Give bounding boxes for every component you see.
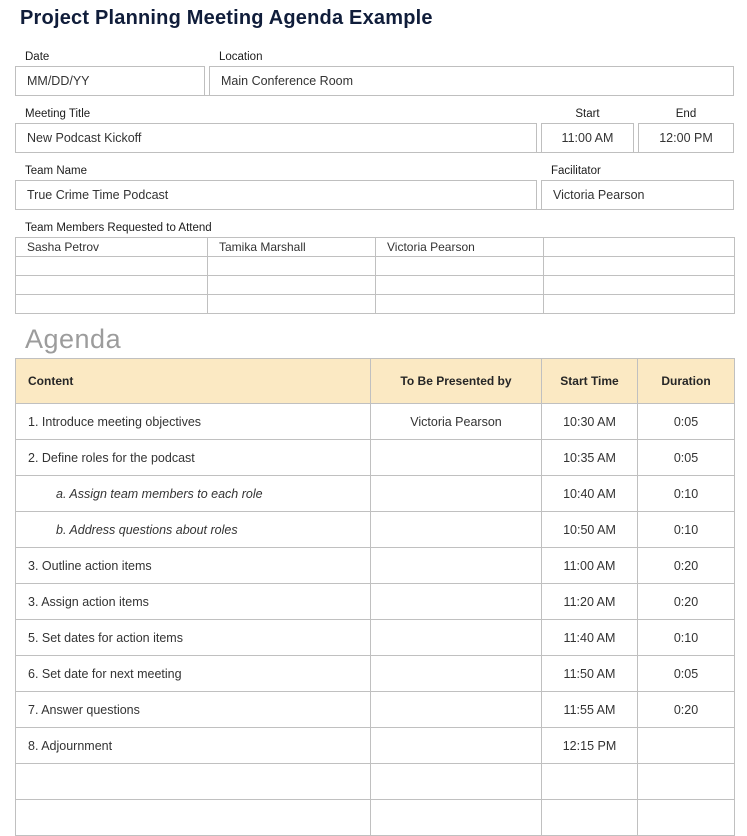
team-member-cell[interactable] xyxy=(376,257,544,276)
agenda-row xyxy=(16,512,735,548)
team-member-cell[interactable] xyxy=(16,295,208,314)
location-label: Location xyxy=(219,51,263,63)
team-member-cell[interactable]: Sasha Petrov xyxy=(16,238,208,257)
team-member-cell[interactable]: Tamika Marshall xyxy=(208,238,376,257)
agenda-cell-start-time[interactable]: 11:20 AM xyxy=(542,584,638,620)
agenda-cell-content[interactable]: 3. Assign action items xyxy=(16,584,371,620)
agenda-cell-content[interactable]: 5. Set dates for action items xyxy=(16,620,371,656)
agenda-cell-content[interactable]: 8. Adjournment xyxy=(16,728,371,764)
team-member-cell[interactable] xyxy=(16,276,208,295)
meeting-title-field[interactable]: New Podcast Kickoff xyxy=(15,123,537,152)
agenda-cell-start-time[interactable]: 11:40 AM xyxy=(542,620,638,656)
agenda-cell-duration[interactable] xyxy=(638,764,735,800)
agenda-cell-presented-by[interactable] xyxy=(371,584,542,620)
meeting-title-label: Meeting Title xyxy=(25,108,91,120)
agenda-cell-start-time[interactable]: 11:00 AM xyxy=(542,548,638,584)
agenda-cell-presented-by[interactable] xyxy=(371,764,542,800)
agenda-cell-content[interactable]: 7. Answer questions xyxy=(16,692,371,728)
agenda-cell-duration[interactable]: 0:10 xyxy=(638,620,735,656)
agenda-cell-content[interactable]: 1. Introduce meeting objectives xyxy=(16,404,371,440)
agenda-row xyxy=(16,764,735,800)
agenda-row xyxy=(16,656,735,692)
agenda-cell-duration[interactable]: 0:10 xyxy=(638,512,735,548)
agenda-cell-presented-by[interactable] xyxy=(371,548,542,584)
team-member-cell[interactable] xyxy=(376,295,544,314)
agenda-row xyxy=(16,728,735,764)
agenda-cell-presented-by[interactable] xyxy=(371,476,542,512)
location-field[interactable]: Main Conference Room xyxy=(209,66,734,95)
team-member-cell[interactable] xyxy=(544,257,735,276)
agenda-row xyxy=(16,692,735,728)
team-name-label: Team Name xyxy=(25,165,87,177)
team-member-cell[interactable] xyxy=(16,257,208,276)
team-member-cell[interactable] xyxy=(376,276,544,295)
agenda-cell-presented-by[interactable] xyxy=(371,656,542,692)
agenda-row xyxy=(16,404,735,440)
agenda-cell-duration[interactable] xyxy=(638,728,735,764)
agenda-header-duration: Duration xyxy=(638,359,735,404)
team-member-cell[interactable] xyxy=(208,257,376,276)
agenda-row xyxy=(16,800,735,836)
agenda-cell-presented-by[interactable] xyxy=(371,728,542,764)
agenda-cell-content[interactable]: 2. Define roles for the podcast xyxy=(16,440,371,476)
team-member-cell[interactable] xyxy=(208,295,376,314)
agenda-cell-presented-by[interactable] xyxy=(371,512,542,548)
facilitator-label: Facilitator xyxy=(551,165,601,177)
agenda-cell-start-time[interactable]: 10:30 AM xyxy=(542,404,638,440)
team-members-row xyxy=(16,238,735,257)
agenda-header-start-time: Start Time xyxy=(542,359,638,404)
agenda-cell-presented-by[interactable] xyxy=(371,800,542,836)
team-members-row xyxy=(16,257,735,276)
agenda-cell-duration[interactable]: 0:20 xyxy=(638,584,735,620)
agenda-header-row xyxy=(16,359,735,404)
agenda-cell-presented-by[interactable] xyxy=(371,440,542,476)
team-member-cell[interactable] xyxy=(544,238,735,257)
agenda-cell-duration[interactable] xyxy=(638,800,735,836)
agenda-cell-start-time[interactable] xyxy=(542,800,638,836)
team-member-cell[interactable] xyxy=(208,276,376,295)
agenda-cell-start-time[interactable]: 10:35 AM xyxy=(542,440,638,476)
date-label: Date xyxy=(25,51,50,63)
date-location-fields xyxy=(15,66,734,96)
agenda-header-presented-by: To Be Presented by xyxy=(371,359,542,404)
date-location-labels xyxy=(15,51,734,63)
agenda-row xyxy=(16,620,735,656)
meeting-title-fields xyxy=(15,123,734,153)
agenda-cell-duration[interactable]: 0:10 xyxy=(638,476,735,512)
agenda-row xyxy=(16,476,735,512)
team-name-labels xyxy=(15,165,734,177)
agenda-cell-start-time[interactable]: 12:15 PM xyxy=(542,728,638,764)
team-members-row xyxy=(16,295,735,314)
team-members-label: Team Members Requested to Attend xyxy=(25,222,212,234)
end-time-field[interactable]: 12:00 PM xyxy=(638,123,734,152)
agenda-cell-start-time[interactable]: 10:40 AM xyxy=(542,476,638,512)
start-label: Start xyxy=(575,108,600,120)
agenda-cell-start-time[interactable] xyxy=(542,764,638,800)
end-label: End xyxy=(675,108,697,120)
agenda-heading: Agenda xyxy=(25,324,122,354)
meeting-title-labels xyxy=(15,108,734,120)
agenda-cell-content[interactable] xyxy=(16,764,371,800)
agenda-cell-duration[interactable]: 0:05 xyxy=(638,656,735,692)
team-members-table xyxy=(15,237,735,314)
team-members-row xyxy=(16,276,735,295)
agenda-cell-content[interactable]: 6. Set date for next meeting xyxy=(16,656,371,692)
document-body xyxy=(15,51,734,836)
agenda-cell-presented-by[interactable] xyxy=(371,692,542,728)
start-time-field[interactable]: 11:00 AM xyxy=(541,123,634,152)
agenda-cell-start-time[interactable]: 11:50 AM xyxy=(542,656,638,692)
page-title: Project Planning Meeting Agenda Example xyxy=(20,7,433,29)
agenda-header-content: Content xyxy=(16,359,371,404)
agenda-cell-start-time[interactable]: 11:55 AM xyxy=(542,692,638,728)
agenda-row xyxy=(16,584,735,620)
agenda-cell-presented-by[interactable]: Victoria Pearson xyxy=(371,404,542,440)
facilitator-field[interactable]: Victoria Pearson xyxy=(541,180,734,209)
agenda-cell-content[interactable]: 3. Outline action items xyxy=(16,548,371,584)
agenda-table xyxy=(15,358,735,836)
agenda-row xyxy=(16,548,735,584)
agenda-cell-duration[interactable]: 0:05 xyxy=(638,440,735,476)
agenda-row xyxy=(16,440,735,476)
agenda-cell-content[interactable]: b. Address questions about roles xyxy=(16,512,371,548)
agenda-cell-duration[interactable]: 0:05 xyxy=(638,404,735,440)
agenda-cell-start-time[interactable]: 10:50 AM xyxy=(542,512,638,548)
team-member-cell[interactable] xyxy=(544,295,735,314)
team-name-fields xyxy=(15,180,734,210)
agenda-cell-content[interactable] xyxy=(16,800,371,836)
team-name-field[interactable]: True Crime Time Podcast xyxy=(15,180,537,209)
agenda-cell-duration[interactable]: 0:20 xyxy=(638,692,735,728)
team-member-cell[interactable] xyxy=(544,276,735,295)
agenda-cell-presented-by[interactable] xyxy=(371,620,542,656)
date-field[interactable]: MM/DD/YY xyxy=(15,66,205,95)
agenda-cell-duration[interactable]: 0:20 xyxy=(638,548,735,584)
team-member-cell[interactable]: Victoria Pearson xyxy=(376,238,544,257)
agenda-cell-content[interactable]: a. Assign team members to each role xyxy=(16,476,371,512)
